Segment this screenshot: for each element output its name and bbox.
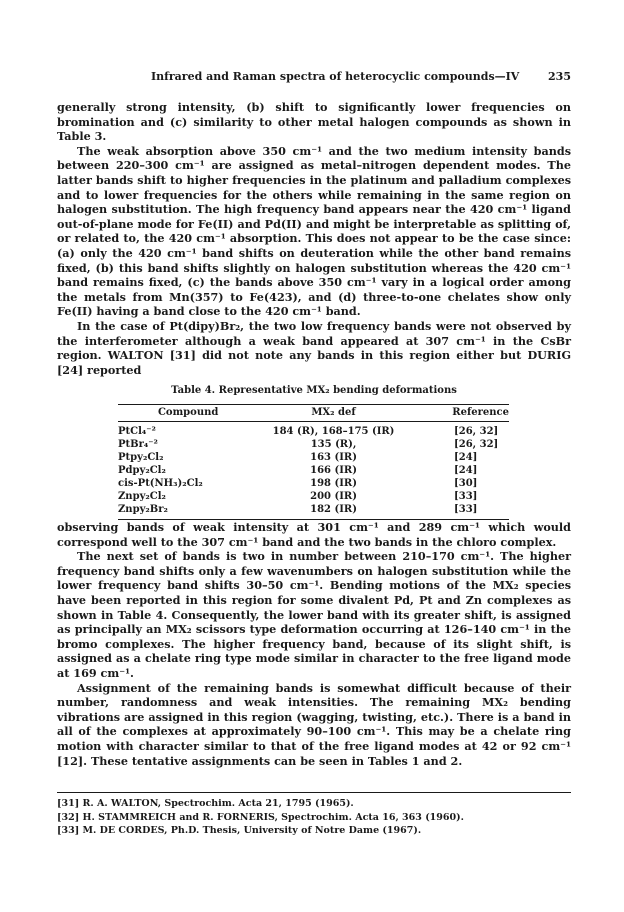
table-row (118, 422, 509, 439)
table-cell: 163 (IR) (310, 452, 357, 463)
table-row (118, 438, 509, 451)
footnote-rule (57, 792, 571, 793)
table-caption: Table 4. Representative MX₂ bending deformations (171, 385, 457, 396)
paragraph: generally strong intensity, (b) shift to significantly lower frequencies on bromination and (c) similarity to other metal halogen compounds as shown in Table 3. (57, 100, 571, 144)
reference-list (57, 797, 571, 838)
running-title: Infrared and Raman spectra of heterocyclic compounds—IV (151, 70, 520, 83)
table-cell: cis-Pt(NH₃)₂Cl₂ (118, 478, 203, 489)
reference-item: [31] R. A. WALTON, Spectrochim. Acta 21, 1795 (1965). (57, 798, 354, 809)
column-header: Reference (409, 405, 509, 422)
table-cell: Pdpy₂Cl₂ (118, 465, 166, 476)
body-text-top (57, 100, 571, 377)
column-header: MX₂ def (258, 405, 408, 422)
table-cell: PtBr₄⁻² (118, 439, 158, 450)
table-cell: [33] (454, 491, 478, 502)
table-row (118, 503, 509, 520)
body-text-bottom (57, 520, 571, 768)
table-row (118, 464, 509, 477)
table-cell: [33] (454, 504, 478, 515)
table-cell: [30] (454, 478, 478, 489)
paragraph: The next set of bands is two in number between 210–170 cm⁻¹. The higher frequency band shifts only a few wavenumbers on halogen substitution while the lower frequency band shifts 30–50 cm⁻¹. Bending motions of the MX₂ species have been reported in this region for some divalent Pd, Pt and Zn complexes as shown in Table 4. Consequently, the lower band with its greater shift, is assigned as principally an MX₂ scissors type deformation occurring at 126–140 cm⁻¹ in the bromo complexes. The higher frequency band, because of its slight shift, is assigned as a chelate ring type mode similar in character to the free ligand mode at 169 cm⁻¹. (57, 549, 571, 680)
table-row (118, 477, 509, 490)
table-mx2-bending (118, 404, 509, 520)
table-cell: [24] (454, 465, 478, 476)
table-cell: 166 (IR) (310, 465, 357, 476)
table-cell: 184 (R), 168–175 (IR) (272, 426, 395, 437)
table-cell: Znpy₂Br₂ (118, 503, 258, 520)
table-cell: 198 (IR) (310, 478, 357, 489)
paragraph: Assignment of the remaining bands is somewhat difficult because of their number, randomness and weak intensities. The remaining MX₂ bending vibrations are assigned in this region (wagging, twisting, etc.). There is a band in all of the complexes at approximately 90–100 cm⁻¹. This may be a chelate ring motion with character similar to that of the free ligand modes at 42 or 92 cm⁻¹ [12]. These tentative assignments can be seen in Tables 1 and 2. (57, 680, 571, 768)
paragraph: In the case of Pt(dipy)Br₂, the two low frequency bands were not observed by the interferometer although a weak band appeared at 307 cm⁻¹ in the CsBr region. WALTON [31] did not note any bands in this region either but DURIG [24] reported (57, 318, 571, 377)
table-cell: [24] (454, 452, 478, 463)
table-cell: 135 (R), (310, 439, 357, 450)
page-number: 235 (548, 70, 571, 83)
table-cell: 182 (IR) (258, 503, 408, 520)
table-cell: Ptpy₂Cl₂ (118, 452, 164, 463)
reference-item: [33] M. DE CORDES, Ph.D. Thesis, University of Notre Dame (1967). (57, 825, 422, 836)
table-cell: [26, 32] (454, 439, 499, 450)
table-cell: Znpy₂Cl₂ (118, 491, 166, 502)
paragraph: The weak absorption above 350 cm⁻¹ and the two medium intensity bands between 220–300 cm⁻¹ are assigned as metal–nitrogen dependent modes. The latter bands shift to higher frequencies in the platinum and palladium complexes and to lower frequencies for the others while remaining in the same region on halogen substitution. The high frequency band appears near the 420 cm⁻¹ ligand out-of-plane mode for Fe(II) and Pd(II) and might be interpretable as splitting of, or related to, the 420 cm⁻¹ absorption. This does not appear to be the case since: (a) only the 420 cm⁻¹ band shifts on deuteration while the other band remains fixed, (b) this band shifts slightly on halogen substitution whereas the 420 cm⁻¹ band remains fixed, (c) the bands above 350 cm⁻¹ vary in a logical order among the metals from Mn(357) to Fe(423), and (d) three-to-one chelates show only Fe(II) having a band close to the 420 cm⁻¹ band. (57, 143, 571, 319)
table-cell: 200 (IR) (310, 491, 357, 502)
reference-item: [32] H. STAMMREICH and R. FORNERIS, Spectrochim. Acta 16, 363 (1960). (57, 811, 464, 823)
table-row (118, 490, 509, 503)
table-header-row (118, 405, 509, 422)
column-header: Compound (118, 405, 258, 422)
table-cell: PtCl₄⁻² (118, 426, 156, 437)
table-cell: [26, 32] (454, 426, 499, 437)
running-head (57, 70, 571, 86)
table-row (118, 451, 509, 464)
paragraph: observing bands of weak intensity at 301 cm⁻¹ and 289 cm⁻¹ which would correspond well to the 307 cm⁻¹ band and the two bands in the chloro complex. (57, 520, 571, 549)
